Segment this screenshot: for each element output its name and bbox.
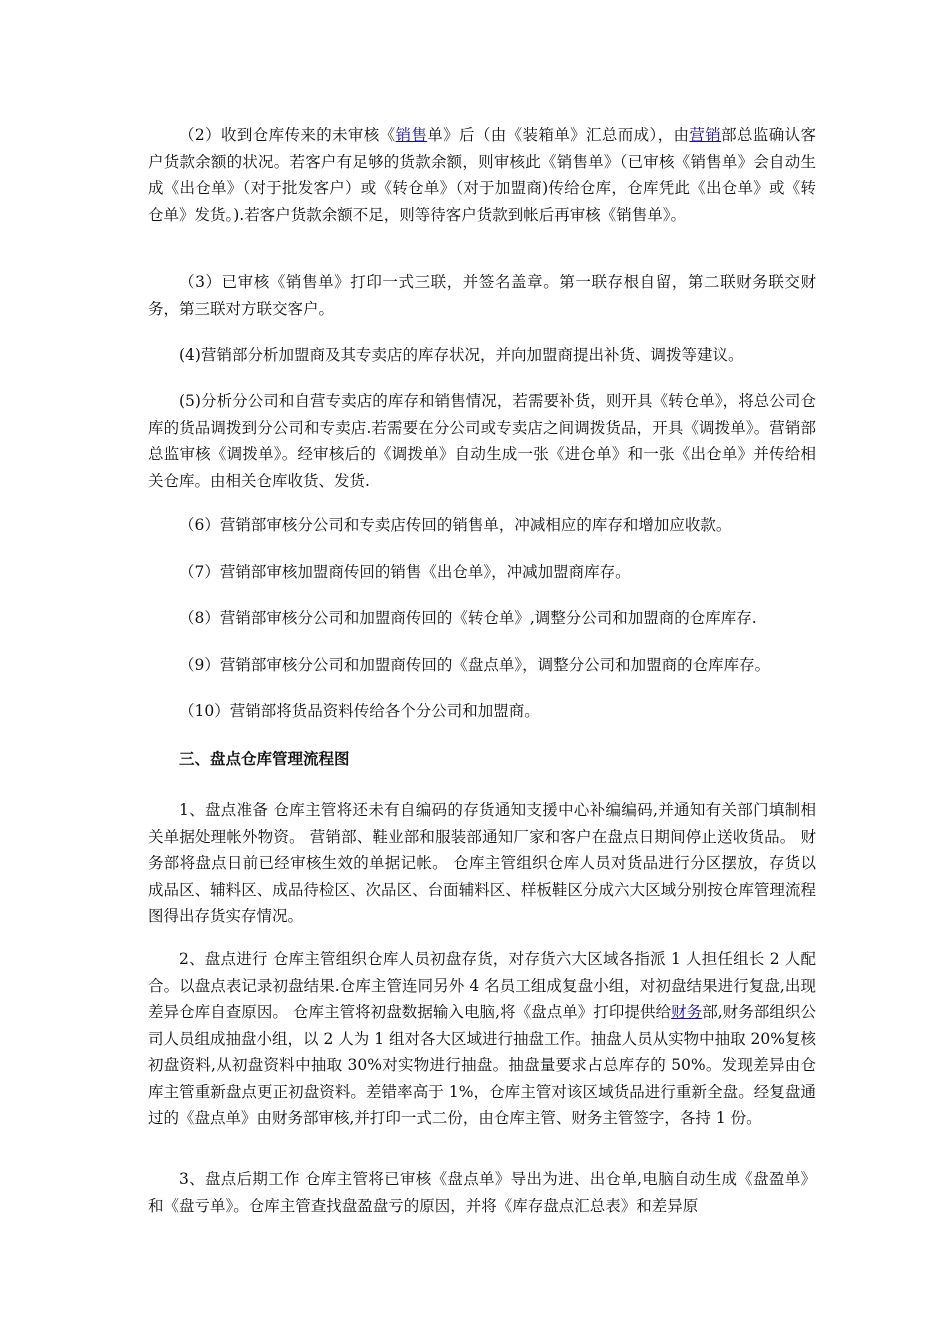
- paragraph-step-9: （9）营销部审核分公司和加盟商传回的《盘点单》，调整分公司和加盟商的仓库库存。: [179, 656, 771, 674]
- text: 单》后（由《装箱单》汇总而成），由: [427, 126, 690, 144]
- marketing-link[interactable]: 营销: [689, 126, 722, 144]
- paragraph-step-3: （3）已审核《销售单》打印一式三联，并签名盖章。第一联存根自留，第二联财务联交财务，第三联对方联交客户。: [148, 273, 816, 318]
- paragraph-stocktake-prep: 1、盘点准备 仓库主管将还未有自编码的存货通知支援中心补编编码,并通知有关部门填制相关单据处理帐外物资。 营销部、鞋业部和服装部通知厂家和客户在盘点日期间停止送收货品。 财务部将盘点日前已经审核生效的单据记帐。 仓库主管组织仓库人员对货品进行分区摆放，存货以成品区、辅料区、成品待检区、次品区、台面辅料区、样板鞋区分成六大区域分别按仓库管理流程图得出存货实存情况。: [148, 801, 816, 925]
- paragraph-step-6: （6）营销部审核分公司和专卖店传回的销售单，冲减相应的库存和增加应收款。: [179, 516, 732, 534]
- section-heading-3: 三、盘点仓库管理流程图: [179, 750, 350, 768]
- sales-link[interactable]: 销售: [395, 126, 428, 144]
- paragraph-step-2: [148, 122, 816, 228]
- finance-link[interactable]: 财务: [671, 1003, 703, 1021]
- paragraph-step-8: （8）营销部审核分公司和加盟商传回的《转仓单》,调整分公司和加盟商的仓库库存.: [179, 609, 757, 627]
- text: 部,财务部组织公司人员组成抽盘小组，以 2 人为 1 组对各大区域进行抽盘工作。抽盘人员从实物中抽取 20%复核初盘资料,从初盘资料中抽取 30%对实物进行抽盘。抽盘量要求占总库存的 50%。发现差异由仓库主管重新盘点更正初盘资料。差错率高于 1%，仓库主管对该区域货品进行重新全盘。经复盘通过的《盘点单》由财务部审核,并打印一式二份，由仓库主管、财务主管签字，各持 1 份。: [148, 1003, 816, 1127]
- text: 部总监确认客户货款余额的状况。若客户有足够的货款余额，则审核此《销售单》（已审核《销售单》会自动生成《出仓单》（对于批发客户）或《转仓单》（对于加盟商)传给仓库，仓库凭此《出仓单》或《转仓单》发货。).若客户货款余额不足，则等待客户货款到帐后再审核《销售单》。: [148, 126, 816, 224]
- paragraph-step-4: (4)营销部分析加盟商及其专卖店的库存状况，并向加盟商提出补货、调拨等建议。: [179, 346, 744, 364]
- paragraph-stocktake-run: [148, 946, 816, 1132]
- text: （2）收到仓库传来的未审核《: [179, 126, 396, 144]
- text: 2、盘点进行 仓库主管组织仓库人员初盘存货，对存货六大区域各指派 1 人担任组长 2 人配合。以盘点表记录初盘结果.仓库主管连同另外 4 名员工组成复盘小组，对初盘结果进行复盘,出现差异仓库自查原因。 仓库主管将初盘数据输入电脑,将《盘点单》打印提供给: [148, 950, 816, 1021]
- paragraph-stocktake-post: 3、盘点后期工作 仓库主管将已审核《盘点单》导出为进、出仓单,电脑自动生成《盘盈单》和《盘亏单》。仓库主管查找盘盈盘亏的原因，并将《库存盘点汇总表》和差异原: [148, 1170, 816, 1215]
- paragraph-step-7: （7）营销部审核加盟商传回的销售《出仓单》，冲减加盟商库存。: [179, 563, 631, 581]
- paragraph-step-5: (5)分析分公司和自营专卖店的库存和销售情况，若需要补货，则开具《转仓单》，将总公司仓库的货品调拨到分公司和专卖店.若需要在分公司或专卖店之间调拨货品，开具《调拨单》。营销部总监审核《调拨单》。经审核后的《调拨单》自动生成一张《进仓单》和一张《出仓单》并传给相关仓库。由相关仓库收货、发货.: [148, 392, 816, 490]
- paragraph-step-10: （10）营销部将货品资料传给各个分公司和加盟商。: [179, 702, 540, 720]
